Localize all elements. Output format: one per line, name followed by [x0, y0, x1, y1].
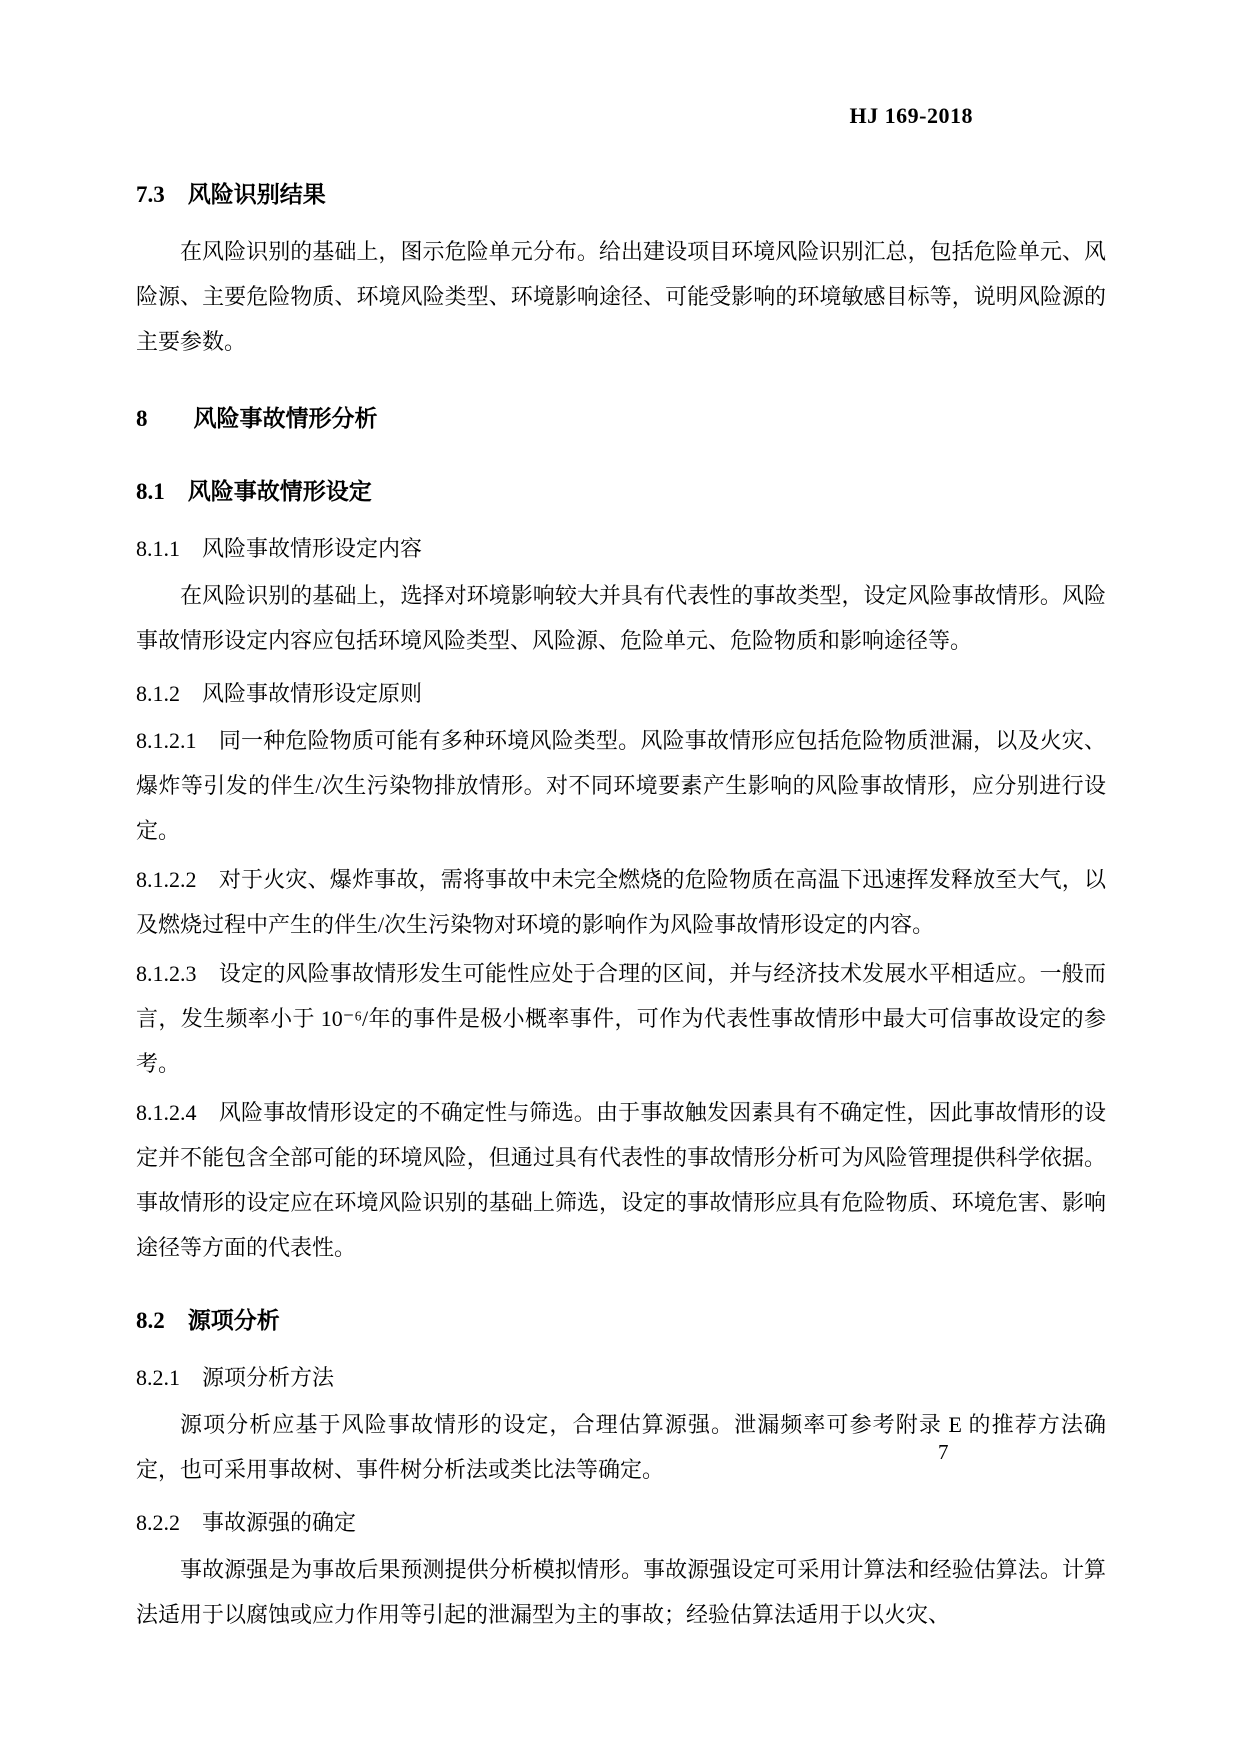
heading-8-1-1: 8.1.1 风险事故情形设定内容 — [136, 536, 423, 561]
heading-8-1: 8.1 风险事故情形设定 — [136, 479, 372, 504]
paragraph-8-1-2-1: 8.1.2.1 同一种危险物质可能有多种环境风险类型。风险事故情形应包括危险物质泄漏，以及火灾、爆炸等引发的伴生/次生污染物排放情形。对不同环境要素产生影响的风险事故情形，应分别进行设定。 — [136, 728, 1106, 843]
page-number: 7 — [938, 1440, 949, 1464]
heading-8: 8 风险事故情形分析 — [136, 406, 378, 431]
paragraph-8-1-2-3: 8.1.2.3 设定的风险事故情形发生可能性应处于合理的区间，并与经济技术发展水平相适应。一般而言，发生频率小于 10⁻⁶/年的事件是极小概率事件，可作为代表性事故情形中最大可信事故设定的参考。 — [136, 961, 1106, 1076]
heading-8-2-2: 8.2.2 事故源强的确定 — [136, 1510, 357, 1535]
heading-8-1-2: 8.1.2 风险事故情形设定原则 — [136, 681, 423, 706]
paragraph-8-1-2-2: 8.1.2.2 对于火灾、爆炸事故，需将事故中未完全燃烧的危险物质在高温下迅速挥发释放至大气，以及燃烧过程中产生的伴生/次生污染物对环境的影响作为风险事故情形设定的内容。 — [136, 867, 1106, 937]
heading-8-2-1: 8.2.1 源项分析方法 — [136, 1365, 335, 1390]
heading-8-2: 8.2 源项分析 — [136, 1308, 280, 1333]
paragraph-8-1-2-4: 8.1.2.4 风险事故情形设定的不确定性与筛选。由于事故触发因素具有不确定性，因此事故情形的设定并不能包含全部可能的环境风险，但通过具有代表性的事故情形分析可为风险管理提供科学依据。事故情形的设定应在环境风险识别的基础上筛选，设定的事故情形应具有危险物质、环境危害、影响途径等方面的代表性。 — [136, 1100, 1106, 1260]
paragraph-source-strength: 事故源强是为事故后果预测提供分析模拟情形。事故源强设定可采用计算法和经验估算法。计算法适用于以腐蚀或应力作用等引起的泄漏型为主的事故；经验估算法适用于以火灾、 — [136, 1557, 1106, 1627]
heading-7-3: 7.3 风险识别结果 — [136, 182, 326, 207]
paragraph-risk-identification-result: 在风险识别的基础上，图示危险单元分布。给出建设项目环境风险识别汇总，包括危险单元、风险源、主要危险物质、环境风险类型、环境影响途径、可能受影响的环境敏感目标等，说明风险源的主要参数。 — [136, 239, 1106, 354]
paragraph-source-analysis-method: 源项分析应基于风险事故情形的设定，合理估算源强。泄漏频率可参考附录 E 的推荐方法确定，也可采用事故树、事件树分析法或类比法等确定。 — [136, 1412, 1106, 1482]
paragraph-scenario-setting-content: 在风险识别的基础上，选择对环境影响较大并具有代表性的事故类型，设定风险事故情形。风险事故情形设定内容应包括环境风险类型、风险源、危险单元、危险物质和影响途径等。 — [136, 583, 1106, 653]
document-body — [136, 172, 1106, 1641]
doc-number-header: HJ 169-2018 — [849, 103, 973, 128]
